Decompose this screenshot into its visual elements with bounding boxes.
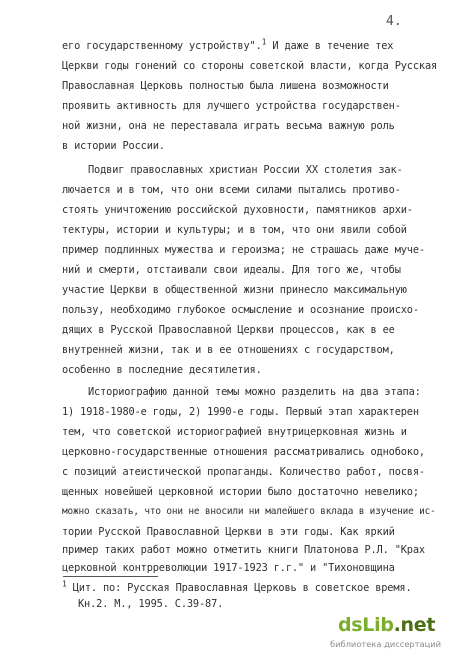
watermark	[330, 612, 440, 652]
body-line: с позиций атеистической пропаганды. Количество работ, посвя-	[62, 466, 425, 478]
footnote-line: Кн.2. М., 1995. С.39-87.	[78, 598, 224, 610]
body-line: церковной контрреволюции 1917-1923 г.г." и "Тихоновщина	[62, 562, 395, 574]
body-line: Церкви годы гонений со стороны советской власти, когда Русская	[62, 60, 438, 72]
body-line: ний и смерти, отстаивали свои идеалы. Для того же, чтобы	[62, 264, 401, 276]
body-line: пример таких работ можно отметить книги Платонова Р.Л. "Крах	[62, 544, 425, 556]
body-line: пользу, необходимо глубокое осмысление и осознание происхо-	[62, 304, 419, 316]
body-line: стоять уничтожению российской духовности, памятников архи-	[62, 204, 413, 216]
footnote-marker: 1	[261, 37, 267, 47]
body-line: тектуры, истории и культуры; и в том, что они явили собой	[62, 224, 407, 236]
footnote-separator	[63, 576, 158, 577]
body-line: пример подлинных мужества и героизма; не страшась даже муче-	[62, 244, 425, 256]
body-line: лючается и в том, что они всеми силами пытались противо-	[62, 184, 401, 196]
body-line: тем, что советской историографией внутрицерковная жизнь и	[62, 426, 407, 438]
body-line: 1) 1918-1980-е годы, 2) 1990-е годы. Первый этап характерен	[62, 406, 419, 418]
body-line-tail: И даже в течение тех	[266, 40, 394, 52]
paragraph-first-line: Историографию данной темы можно разделить на два этапа:	[88, 386, 421, 398]
body-line: можно сказать, что они не вносили ни малейшего вклада в изучение ис-	[62, 506, 436, 517]
body-line: особенно в последние десятилетия.	[62, 364, 262, 376]
body-line: внутренней жизни, так и в ее отношениях с государством,	[62, 344, 395, 356]
body-line	[0, 36, 450, 56]
body-line: проявить активность для лучшего устройства государствен-	[62, 100, 401, 112]
body-line: дящих в Русской Православной Церкви процессов, как в ее	[62, 324, 395, 336]
body-line: щенных новейшей церковной истории было достаточно невелико;	[62, 486, 419, 498]
body-line: в истории России.	[62, 140, 165, 152]
watermark-tagline: библиотека диссертаций	[330, 639, 442, 649]
body-line: тории Русской Православной Церкви в эти годы. Как яркий	[62, 526, 395, 538]
body-line: участие Церкви в общественной жизни принесло максимальную	[62, 284, 407, 296]
page-number: 4.	[386, 14, 402, 29]
body-line: церковно-государственные отношения рассматривались однобоко,	[62, 446, 425, 458]
paragraph-first-line: Подвиг православных христиан России XX столетия зак-	[88, 164, 403, 176]
body-line: ной жизни, она не переставала играть весьма важную роль	[62, 120, 395, 132]
footnote	[62, 580, 450, 596]
footnote-line: Цит. по: Русская Православная Церковь в советское время.	[72, 582, 412, 594]
footnote-number: 1	[62, 579, 67, 589]
watermark-logo: dsLib.net	[338, 614, 436, 636]
body-line: Православная Церковь полностью была лишена возможности	[62, 80, 389, 92]
body-line-text: его государственному устройству".	[62, 40, 262, 52]
